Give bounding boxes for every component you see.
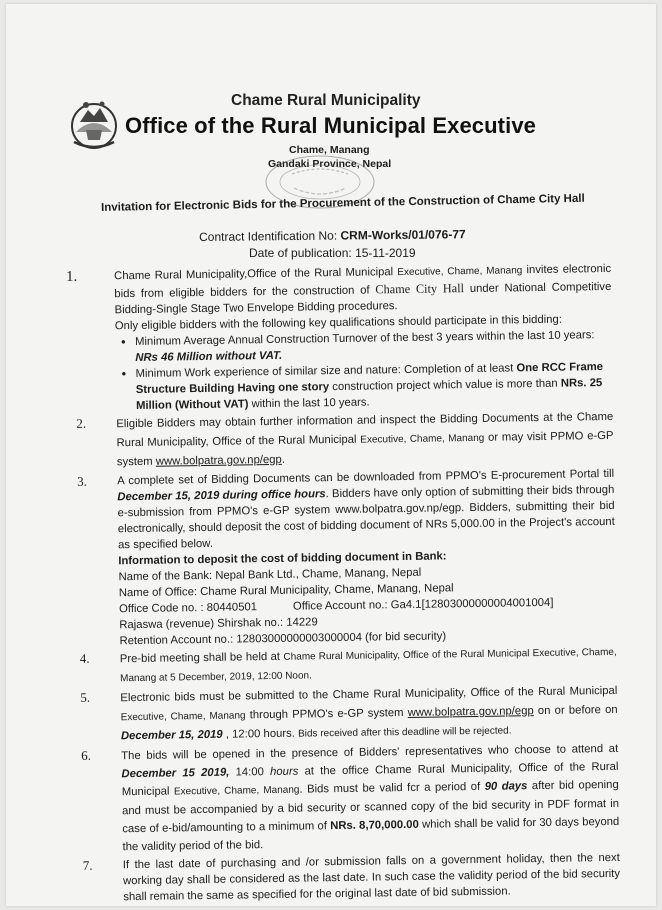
- item-paragraph: Only eligible bidders with the following key qualifications should participate in this bidding:: [114, 313, 563, 333]
- notice-page: [6, 4, 656, 906]
- text-run: December 15, 2019: [120, 728, 223, 743]
- municipality-name: Chame Rural Municipality: [231, 92, 421, 109]
- contract-id: [199, 227, 466, 244]
- text-run: under National Competitive Bidding-Single Stage Two Envelope Bidding procedures.: [114, 280, 612, 317]
- text-run: Electronic bids must be submitted to the Chame Rural Municipality, Office of the Rural Municipal: [120, 684, 618, 705]
- item-paragraph: [117, 466, 615, 553]
- item-1: [66, 261, 613, 415]
- retention-account: Retention Account no.: 12803000000003000004 (for bid security): [119, 630, 447, 648]
- contract-number: CRM-Works/01/076-77: [340, 227, 466, 243]
- item-number: 3.: [77, 473, 88, 489]
- item-number: 6.: [81, 747, 92, 763]
- address-line-1: Chame, Manang: [289, 144, 370, 156]
- text-run: after bid opening and must be accompanied by a bid security or scanned copy of the bid security in PDF format in case of e-bid/amounting to a minimum of: [121, 778, 620, 836]
- item-paragraph: If the last date of purchasing and /or submission falls on a government holiday, then the next working day shall be considered as the last date. In such case the validity period of the bid security shall remain the same as specified for the original last date of bid submission.: [122, 851, 621, 904]
- text-run: which shall be valid for 30 days beyond the validity period of the bid.: [122, 815, 620, 854]
- bank-heading: Information to deposit the cost of bidding document in Bank:: [118, 550, 447, 568]
- nepal-emblem-icon: [66, 96, 122, 152]
- bolpatra-link[interactable]: www.bolpatra.gov.np/egp: [407, 705, 534, 719]
- text-run: hours: [269, 765, 299, 779]
- item-paragraph: [121, 740, 620, 856]
- text-run: through PPMO's e-GP system: [245, 706, 408, 722]
- bank-name: Name of the Bank: Nepal Bank Ltd., Chame, Manang, Nepal: [118, 566, 422, 584]
- text-run: Executive, Chame, Manang: [360, 432, 485, 446]
- text-run: December 15, 2019 during office hours: [117, 488, 326, 504]
- text-run: One RCC Frame Structure Building Having one story: [135, 361, 604, 396]
- office-title: Office of the Rural Municipal Executive: [125, 113, 536, 138]
- item-number: 2.: [76, 415, 87, 431]
- text-run: December 15 2019,: [121, 766, 230, 781]
- text-run: . Bidders have only option of submitting their bids through e-submission from PPMO's e-GP system www.bolpatra.gov.np/egp. Bidders, submitting their bid electronically, should deposit the cost of bidding document of NRs 5,000.00 in the Project's account as specified below.: [117, 483, 615, 552]
- text-run: . Bids must be valid fcr a period of: [299, 780, 485, 796]
- item-number: 1.: [66, 268, 78, 285]
- office-code: Office Code no. : 80440501: [118, 601, 258, 616]
- text-run: construction project which value is more than: [329, 377, 561, 394]
- list-item: [135, 359, 613, 414]
- text-run: Bids received after this deadline will be rejected.: [297, 725, 512, 740]
- item-paragraph: [120, 643, 618, 688]
- text-run: Chame Rural Municipality, Office of the Rural Municipal Executive, Chame, Manang at 5 December, 2019, 12:00 Noon.: [120, 646, 617, 685]
- office-account: Office Account no.: Ga4.1[12803000000004001004]: [292, 596, 554, 613]
- item-number: 7.: [82, 857, 93, 873]
- address-line-2: Gandaki Province, Nepal: [268, 158, 392, 170]
- text-run: The bids will be opened in the presence of Bidders' representatives who choose to attend at: [121, 742, 619, 763]
- text-run: A complete set of Bidding Documents can be downloaded from PPMO's E-procurement Portal till: [117, 467, 615, 488]
- text-run: Chame Rural Municipality,Office of the Rural Municipal: [114, 266, 398, 283]
- qualification-list: [115, 327, 613, 414]
- item-paragraph: [114, 261, 612, 318]
- text-run: at the office Chame Rural Municipality, Office of the Rural Municipal: [121, 760, 619, 799]
- text-run: NRs. 25 Million (Without VAT): [135, 377, 603, 412]
- item-paragraph: [116, 408, 614, 472]
- text-run: .: [281, 453, 286, 466]
- text-run: Executive, Chame, Manang: [120, 710, 246, 724]
- item-7: [75, 850, 621, 906]
- text-run: Minimum Average Annual Construction Turnover of the best 3 years within the last 10 years:: [135, 329, 595, 348]
- item-4: [72, 643, 618, 689]
- office-name: Name of Office: Chame Rural Municipality, Chame, Manang, Nepal: [118, 582, 454, 600]
- item-number: 5.: [80, 689, 91, 705]
- text-run: on or before on: [533, 703, 618, 718]
- notice-body: [66, 261, 620, 906]
- text-run: NRs. 8,70,000.00: [330, 818, 419, 833]
- contract-label: Contract Identification No:: [199, 228, 341, 244]
- item-3: [69, 466, 617, 650]
- text-run: Chame City Hall: [375, 281, 465, 297]
- item-5: [72, 682, 618, 747]
- text-run: or may visit PPMO e-GP system: [116, 429, 614, 469]
- rajaswa-no: Rajaswa (revenue) Shirshak no.: 14229: [119, 616, 318, 632]
- text-run: 14:00: [229, 766, 271, 779]
- text-run: 90 days: [484, 780, 528, 793]
- text-run: Eligible Bidders may obtain further information and inspect the Bidding Documents at the Chame Rural Municipality, Office of the Rural Municipal: [116, 410, 614, 450]
- text-run: within the last 10 years.: [248, 396, 370, 411]
- bolpatra-link[interactable]: www.bolpatra.gov.np/egp: [155, 453, 282, 468]
- text-run: Minimum Work experience of similar size and nature: Completion of at least: [135, 362, 517, 380]
- publication-date: Date of publication: 15-11-2019: [249, 246, 416, 260]
- text-run: , 12:00 hours.: [222, 727, 299, 741]
- item-paragraph: [120, 682, 618, 746]
- item-2: [68, 408, 614, 473]
- text-run: Executive, Chame, Manang: [397, 265, 523, 279]
- text-run: NRs 46 Million without VAT.: [135, 349, 283, 364]
- text-run: Pre-bid meeting shall be held at: [119, 650, 284, 666]
- text-run: invites electronic bids from eligible bidders for the construction of: [114, 262, 612, 301]
- notice-title: Invitation for Electronic Bids for the Procurement of the Construction of Chame City Hall: [101, 192, 585, 214]
- item-number: 4.: [79, 650, 90, 666]
- item-6: [73, 740, 620, 857]
- text-run: Executive, Chame, Manang: [173, 784, 300, 798]
